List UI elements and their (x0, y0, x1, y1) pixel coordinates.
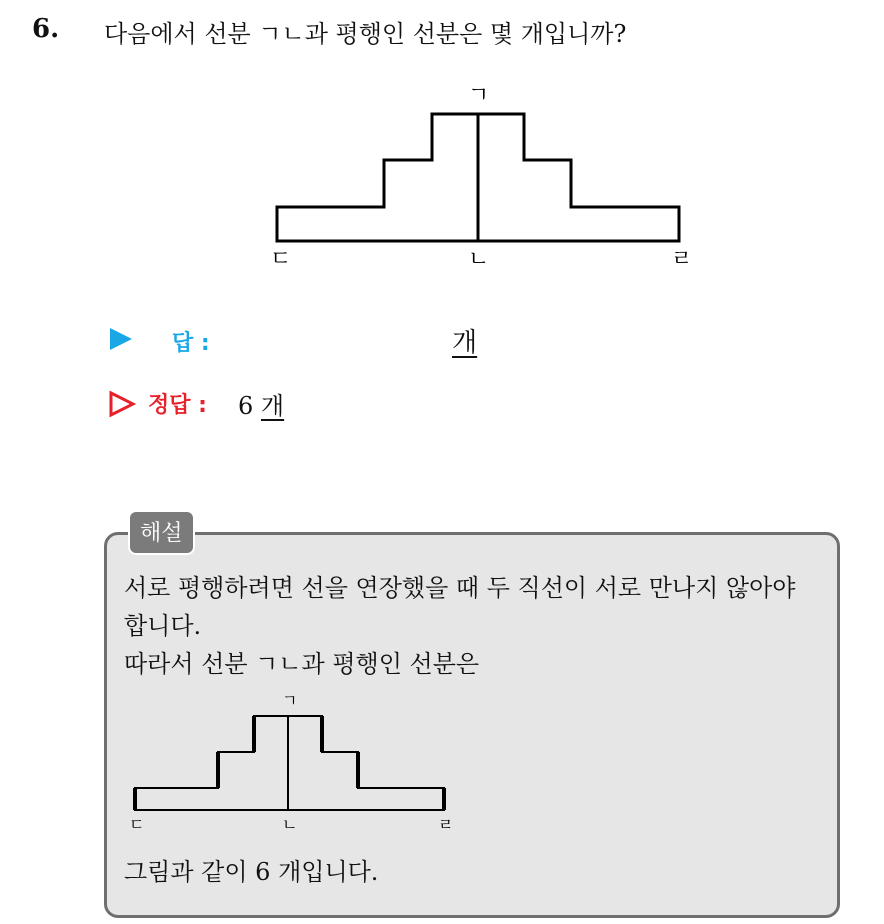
solution-line-1: 서로 평행하려면 선을 연장했을 때 두 직선이 서로 만나지 않아야 (124, 574, 796, 602)
correct-number: 6 (238, 392, 254, 420)
outline-arrow-icon (108, 390, 136, 418)
question-text: 다음에서 선분 ㄱㄴ과 평행인 선분은 몇 개입니까? (104, 20, 627, 48)
solution-label-bottom-mid: ㄴ (282, 815, 298, 834)
solution-label-bottom-left: ㄷ (129, 815, 145, 834)
solution-tag: 해설 (128, 510, 195, 555)
solution-label-bottom-right: ㄹ (438, 815, 454, 834)
label-bottom-mid: ㄴ (468, 247, 490, 272)
answer-label: 답 : (172, 331, 210, 356)
answer-blank[interactable]: 개 (452, 328, 478, 358)
solution-figure (124, 688, 464, 838)
correct-label: 정답 : (148, 393, 207, 418)
correct-value (238, 386, 284, 421)
correct-unit: 개 (260, 392, 285, 420)
parallel-segments (135, 716, 444, 810)
solution-line-2: 합니다. (124, 612, 202, 640)
staircase-figure (260, 78, 700, 278)
solution-outline (135, 716, 444, 810)
label-bottom-right: ㄹ (671, 247, 693, 272)
solution-conclusion: 그림과 같이 6 개입니다. (124, 858, 379, 886)
label-top: ㄱ (468, 83, 490, 108)
label-bottom-left: ㄷ (270, 247, 292, 272)
play-arrow-icon (108, 326, 134, 352)
solution-label-top: ㄱ (282, 691, 298, 710)
question-number: 6. (32, 14, 60, 44)
answer-row (108, 322, 628, 362)
correct-answer-row (108, 384, 628, 424)
solution-line-3: 따라서 선분 ㄱㄴ과 평행인 선분은 (124, 650, 480, 678)
